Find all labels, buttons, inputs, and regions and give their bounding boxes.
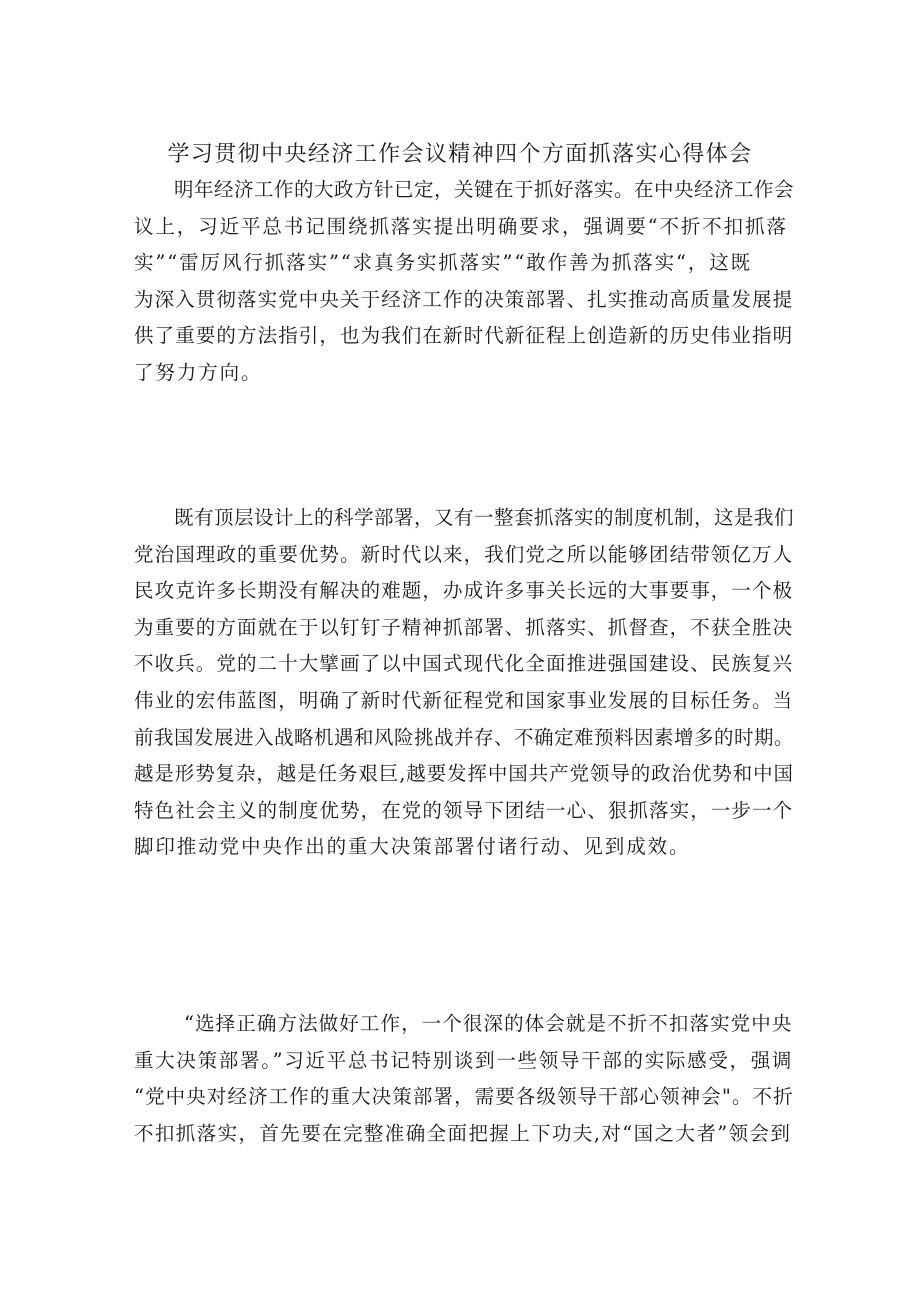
- text-line: 实”“雷厉风行抓落实”“求真务实抓落实”“敢作善为抓落实“，这既: [134, 251, 753, 275]
- text-line: 不收兵。党的二十大擘画了以中国式现代化全面推进强国建设、民族复兴: [134, 652, 794, 676]
- text-line: “选择正确方法做好工作，一个很深的体会就是不折不扣落实党中央: [184, 1012, 793, 1035]
- text-line: 党治国理政的重要优势。新时代以来，我们党之所以能够团结带领亿万人: [134, 542, 794, 566]
- text-line: 了努力方向。: [134, 360, 263, 384]
- text-line: 供了重要的方法指引，也为我们在新时代新征程上创造新的历史伟业指明: [134, 324, 794, 348]
- text-line: “党中央对经济工作的重大决策部署，需要各级领导干部心领神会"。不折: [134, 1085, 794, 1109]
- text-line: 为深入贯彻落实党中央关于经济工作的决策部署、扎实推动高质量发展提: [134, 287, 794, 311]
- text-line: 脚印推动党中央作出的重大决策部署付诸行动、见到成效。: [134, 835, 691, 859]
- paragraph-2: [134, 500, 794, 866]
- text-line: 特色社会主义的制度优势，在党的领导下团结一心、狠抓落实，一步一个: [134, 798, 794, 822]
- text-line: 议上，习近平总书记围绕抓落实提出明确要求，强调要“不折不扣抓落: [134, 214, 788, 238]
- text-line: 越是形势复杂，越是任务艰巨,越要发挥中国共产党领导的政治优势和中国: [134, 762, 794, 786]
- text-line: 民攻克许多长期没有解决的难题，办成许多事关长远的大事要事，一个极: [134, 579, 794, 603]
- document-title: 学习贯彻中央经济工作会议精神四个方面抓落实心得体会: [167, 142, 753, 167]
- text-line: 重大决策部署。”习近平总书记特别谈到一些领导干部的实际感受，强调: [134, 1048, 794, 1072]
- paragraph-3: [134, 1006, 794, 1152]
- paragraph-1: [134, 172, 794, 392]
- text-line: 为重要的方面就在于以钉钉子精神抓部署、抓落实、抓督查，不获全胜决: [134, 615, 794, 639]
- text-line: 前我国发展进入战略机遇和风险挑战并存、不确定难预料因素增多的时期。: [134, 725, 795, 749]
- text-line: 伟业的宏伟蓝图，明确了新时代新征程党和国家事业发展的目标任务。当: [134, 688, 794, 712]
- text-line: 不扣抓落实，首先要在完整准确全面把握上下功夫,对“国之大者”领会到: [134, 1121, 792, 1145]
- text-line: 既有顶层设计上的科学部署，又有一整套抓落实的制度机制，这是我们: [174, 506, 795, 529]
- text-line: 明年经济工作的大政方针已定，关键在于抓好落实。在中央经济工作会: [174, 178, 795, 201]
